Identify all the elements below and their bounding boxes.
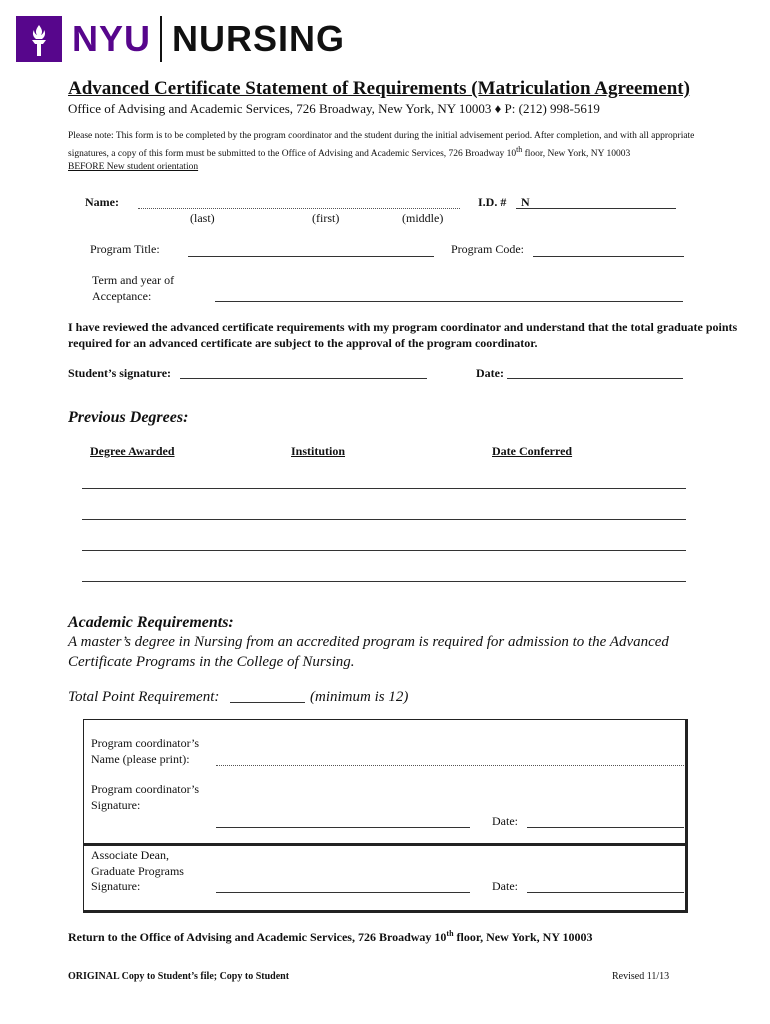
name-first-hint: (first) [312,211,340,225]
footer-copy-note: ORIGINAL Copy to Student’s file; Copy to Student [68,971,290,982]
dean-signature-field[interactable] [216,892,470,893]
name-field[interactable] [138,208,460,209]
return-note-text-1: Return to the Office of Advising and Academic Services, 726 Broadway 10 [68,930,447,944]
page-title: Advanced Certificate Statement of Requirements (Matriculation Agreement) [68,78,690,99]
col-degree-awarded: Degree Awarded [90,444,175,458]
torch-icon [16,16,62,62]
coordinator-box-divider [83,843,688,846]
academic-heading: Academic Requirements: [68,614,234,631]
coordinator-name-label-1: Program coordinator’s [91,736,200,750]
coordinator-signature-field[interactable] [216,827,470,828]
degree-row-3[interactable] [82,550,686,551]
program-code-field[interactable] [533,256,684,257]
program-title-label: Program Title: [90,242,160,256]
dean-label-1: Associate Dean, [91,848,169,862]
nyu-logo-mark [16,16,62,62]
student-signature-field[interactable] [180,378,427,379]
id-prefix: N [521,195,530,209]
coordinator-sig-label-2: Signature: [91,798,141,812]
note-text-2: floor, New York, NY 10003 [522,149,631,160]
term-field[interactable] [215,301,683,302]
academic-text: A master’s degree in Nursing from an accredited program is required for admission to the Advanced Certificate Programs in the College of Nursing. [68,634,669,670]
degree-row-1[interactable] [82,488,686,489]
coordinator-name-field[interactable] [216,765,684,766]
coordinator-date-field[interactable] [527,827,684,828]
name-label: Name: [85,195,119,209]
term-label-line2: Acceptance: [92,289,152,303]
student-date-label: Date: [476,366,504,380]
col-institution: Institution [291,444,346,458]
total-point-note: (minimum is 12) [310,689,409,705]
student-signature-label: Student’s signature: [68,366,172,380]
total-point-label: Total Point Requirement: [68,689,220,705]
program-title-field[interactable] [188,256,434,257]
student-date-field[interactable] [507,378,683,379]
dean-label-2: Graduate Programs [91,864,184,878]
id-label: I.D. # [478,195,507,209]
degree-row-2[interactable] [82,519,686,520]
previous-degrees-heading: Previous Degrees: [68,409,189,426]
return-note-sup: th [446,929,454,938]
note-sup: th [516,145,523,154]
return-note-text-2: floor, New York, NY 10003 [453,930,593,944]
logo-divider [160,16,162,62]
degree-row-4[interactable] [82,581,686,582]
dean-date-field[interactable] [527,892,684,893]
office-address: Office of Advising and Academic Services, 726 Broadway, New York, NY 10003 ♦ P: (212) 998-5619 [68,101,600,116]
coordinator-name-label-2: Name (please print): [91,752,190,766]
return-note [68,929,593,945]
term-label-line1: Term and year of [92,273,175,287]
dean-date-label: Date: [492,879,518,893]
agreement-statement: I have reviewed the advanced certificate requirements with my program coordinator and understand that the total graduate points required for an advanced certificate are subject to the approval of the program coordinator. [68,320,738,350]
program-code-label: Program Code: [451,242,524,256]
coordinator-sig-label-1: Program coordinator’s [91,782,200,796]
note-text-1: Please note: This form is to be completed by the program coordinator and the student during the initial advisement period. After completion, and with all appropriate signatures, a copy of this form must be submitted to the Office of Advising and Academic Services, 726 Broadway 10 [68,131,695,160]
dean-label-3: Signature: [91,879,141,893]
note-deadline: BEFORE New student orientation [68,162,199,173]
footer-revision: Revised 11/13 [612,971,670,982]
instructions-note [68,130,728,174]
col-date-conferred: Date Conferred [492,444,573,458]
logo-brand-text: NYU [72,18,152,59]
name-last-hint: (last) [190,211,215,225]
total-point-field[interactable] [230,702,305,703]
coordinator-date-label: Date: [492,814,518,828]
name-middle-hint: (middle) [402,211,444,225]
id-field[interactable] [516,208,676,209]
logo-unit-text: NURSING [172,18,346,59]
